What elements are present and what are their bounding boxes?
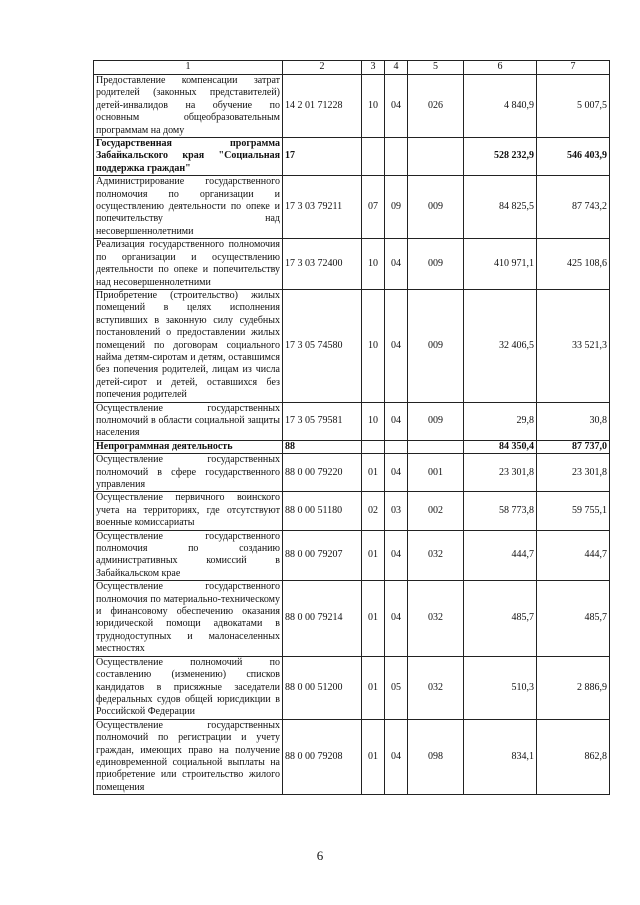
row-rz: 01 — [362, 454, 385, 492]
row-pr: 04 — [385, 402, 408, 440]
row-name: Приобретение (строительство) жилых помещений в целях исполнения вступивших в законную силу судебных постановлений о предоставлении жилых помещений по договорам социального найма детям-сиротам и детям, оставшимся без попечения родителей, лицам из числа детей-сирот и детей, оставшихся без попечения родителей — [94, 289, 283, 402]
row-code: 88 0 00 51200 — [283, 656, 362, 719]
row-value-7: 444,7 — [537, 530, 610, 581]
table-row-program — [94, 440, 610, 453]
row-value-6: 410 971,1 — [464, 239, 537, 290]
row-pr — [385, 138, 408, 176]
row-name: Осуществление государственных полномочий в области социальной защиты населения — [94, 402, 283, 440]
table-row — [94, 239, 610, 290]
row-pr: 04 — [385, 530, 408, 581]
row-rz — [362, 138, 385, 176]
row-code: 88 0 00 79214 — [283, 581, 362, 656]
table-row — [94, 492, 610, 530]
row-value-7: 425 108,6 — [537, 239, 610, 290]
row-vr — [408, 138, 464, 176]
table-row — [94, 289, 610, 402]
row-value-6: 4 840,9 — [464, 75, 537, 138]
row-code: 17 — [283, 138, 362, 176]
row-name: Администрирование государственного полномочия по организации и осуществлению деятельности по опеке и попечительству над несовершеннолетними — [94, 176, 283, 239]
row-rz: 10 — [362, 75, 385, 138]
row-code: 88 — [283, 440, 362, 453]
table-row — [94, 75, 610, 138]
row-code: 88 0 00 51180 — [283, 492, 362, 530]
row-value-7: 5 007,5 — [537, 75, 610, 138]
row-name: Непрограммная деятельность — [94, 440, 283, 453]
table-row — [94, 402, 610, 440]
header-cell: 6 — [464, 61, 537, 75]
row-code: 17 3 03 72400 — [283, 239, 362, 290]
row-rz: 10 — [362, 239, 385, 290]
header-row — [94, 61, 610, 75]
row-name: Осуществление государственных полномочий в сфере государственного управления — [94, 454, 283, 492]
row-code: 17 3 05 79581 — [283, 402, 362, 440]
row-pr — [385, 440, 408, 453]
row-vr: 009 — [408, 176, 464, 239]
row-value-6: 23 301,8 — [464, 454, 537, 492]
row-code: 14 2 01 71228 — [283, 75, 362, 138]
row-value-7: 2 886,9 — [537, 656, 610, 719]
row-vr: 098 — [408, 719, 464, 794]
row-code: 88 0 00 79208 — [283, 719, 362, 794]
row-value-6: 58 773,8 — [464, 492, 537, 530]
header-cell: 3 — [362, 61, 385, 75]
table-row — [94, 530, 610, 581]
row-pr: 04 — [385, 581, 408, 656]
row-value-6: 84 350,4 — [464, 440, 537, 453]
row-value-7: 546 403,9 — [537, 138, 610, 176]
row-value-6: 510,3 — [464, 656, 537, 719]
row-value-7: 485,7 — [537, 581, 610, 656]
row-vr: 001 — [408, 454, 464, 492]
row-value-6: 32 406,5 — [464, 289, 537, 402]
row-rz: 10 — [362, 402, 385, 440]
row-pr: 04 — [385, 75, 408, 138]
row-rz: 01 — [362, 530, 385, 581]
row-code: 17 3 03 79211 — [283, 176, 362, 239]
row-name: Осуществление государственных полномочий по регистрации и учету граждан, имеющих право на получение единовременной социальной выплаты на приобретение или строительство жилого помещения — [94, 719, 283, 794]
table-row — [94, 454, 610, 492]
row-name: Государственная программа Забайкальского края "Социальная поддержка граждан" — [94, 138, 283, 176]
row-value-6: 485,7 — [464, 581, 537, 656]
table-row — [94, 719, 610, 794]
header-cell: 1 — [94, 61, 283, 75]
row-rz: 10 — [362, 289, 385, 402]
row-value-7: 30,8 — [537, 402, 610, 440]
row-value-7: 33 521,3 — [537, 289, 610, 402]
row-value-7: 87 737,0 — [537, 440, 610, 453]
row-value-6: 444,7 — [464, 530, 537, 581]
page-number: 6 — [316, 848, 324, 863]
row-value-6: 528 232,9 — [464, 138, 537, 176]
row-vr: 002 — [408, 492, 464, 530]
header-cell: 2 — [283, 61, 362, 75]
row-rz — [362, 440, 385, 453]
row-name: Осуществление первичного воинского учета на территориях, где отсутствуют военные комиссариаты — [94, 492, 283, 530]
row-name: Осуществление государственного полномочия по созданию административных комиссий в Забайкальском крае — [94, 530, 283, 581]
row-pr: 04 — [385, 719, 408, 794]
row-rz: 02 — [362, 492, 385, 530]
row-code: 88 0 00 79220 — [283, 454, 362, 492]
row-value-6: 834,1 — [464, 719, 537, 794]
row-pr: 05 — [385, 656, 408, 719]
header-cell: 4 — [385, 61, 408, 75]
row-value-7: 23 301,8 — [537, 454, 610, 492]
row-vr: 032 — [408, 530, 464, 581]
row-code: 17 3 05 74580 — [283, 289, 362, 402]
table-row — [94, 176, 610, 239]
row-vr: 026 — [408, 75, 464, 138]
row-vr: 032 — [408, 656, 464, 719]
row-value-7: 862,8 — [537, 719, 610, 794]
budget-table — [93, 60, 610, 795]
row-vr: 009 — [408, 239, 464, 290]
row-value-6: 29,8 — [464, 402, 537, 440]
row-name: Осуществление полномочий по составлению (изменению) списков кандидатов в присяжные заседатели федеральных судов общей юрисдикции в Российской Федерации — [94, 656, 283, 719]
table-row — [94, 656, 610, 719]
row-rz: 01 — [362, 581, 385, 656]
row-value-7: 87 743,2 — [537, 176, 610, 239]
header-cell: 5 — [408, 61, 464, 75]
row-name: Осуществление государственного полномочия по материально-техническому и финансовому обеспечению оказания юридической помощи адвокатами в труднодоступных и малонаселенных местностях — [94, 581, 283, 656]
row-pr: 03 — [385, 492, 408, 530]
row-vr: 009 — [408, 289, 464, 402]
row-rz: 01 — [362, 719, 385, 794]
row-pr: 04 — [385, 289, 408, 402]
row-vr: 032 — [408, 581, 464, 656]
row-rz: 01 — [362, 656, 385, 719]
row-name: Реализация государственного полномочия по организации и осуществлению деятельности по опеке и попечительству над несовершеннолетними — [94, 239, 283, 290]
row-pr: 09 — [385, 176, 408, 239]
table-row — [94, 581, 610, 656]
row-pr: 04 — [385, 239, 408, 290]
row-name: Предоставление компенсации затрат родителей (законных представителей) детей-инвалидов на обучение по основным общеобразовательным программам на дому — [94, 75, 283, 138]
row-vr: 009 — [408, 402, 464, 440]
row-code: 88 0 00 79207 — [283, 530, 362, 581]
row-value-6: 84 825,5 — [464, 176, 537, 239]
header-cell: 7 — [537, 61, 610, 75]
row-rz: 07 — [362, 176, 385, 239]
row-pr: 04 — [385, 454, 408, 492]
table-row-program — [94, 138, 610, 176]
row-vr — [408, 440, 464, 453]
row-value-7: 59 755,1 — [537, 492, 610, 530]
